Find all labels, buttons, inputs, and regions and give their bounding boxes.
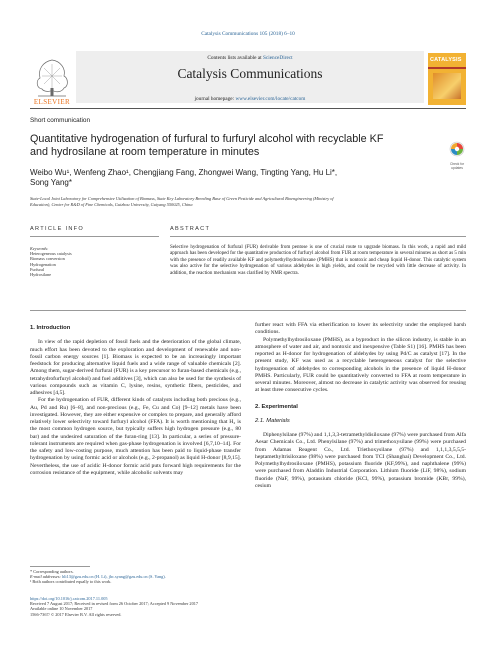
email-links[interactable]: hli13@gzu.edu.cn (H. Li), jhc.syang@gzu.edu.cn (S. Yang). bbox=[62, 574, 166, 580]
title-line-2: and hydrosilane at room temperature in minutes bbox=[30, 146, 260, 158]
journal-title: Catalysis Communications bbox=[177, 66, 323, 81]
intro-paragraph-3: Polymethylhydrosiloxane (PMHS), as a byproduct in the silicon industry, is stable in an atmosphere of water and air, and nontoxic and inexpensive (Table S1) [16]. PMHS has been reported as H-donor for hydrogenation of aldehydes by using Pd/C as catalyst [17]. In the present study, KF was used as a recyclable heterogeneous catalyst for the selective hydrogenation of aldehydes to corresponding alcohols in the presence of liquid H-donor PMHS. Particularly, FUR could be quantitatively converted to FFA at room temperature in several minutes. Moreover, almost no decrease in catalytic activity was observed for reusing at least three consecutive cycles. bbox=[255, 336, 466, 394]
footnotes bbox=[30, 569, 270, 585]
article-type: Short communication bbox=[30, 117, 91, 124]
abstract-rule bbox=[170, 236, 466, 237]
materials-heading: 2.1. Materials bbox=[255, 417, 290, 424]
publisher-name: ELSEVIER bbox=[33, 98, 71, 106]
email-label: E-mail addresses: bbox=[30, 574, 63, 580]
left-column bbox=[30, 325, 241, 477]
keyword-item: Hydrogenation bbox=[30, 261, 56, 267]
masthead-rule bbox=[30, 108, 466, 109]
cover-art bbox=[433, 73, 461, 99]
doi-link[interactable]: https://doi.org/10.1016/j.catcom.2017.11.005 bbox=[30, 596, 108, 601]
affiliation-line-1: State-Local Joint Laboratory for Comprehensive Utilization of Biomass, State Key Laboratory Breeding Base of Green Pesticide and Agricultural Bioengineering (Ministry of bbox=[30, 196, 334, 201]
article-info-rule bbox=[30, 236, 159, 237]
crossmark-icon bbox=[445, 141, 469, 157]
keyword-item: Biomass conversion bbox=[30, 256, 65, 262]
keyword-item: Hydrosilane bbox=[30, 272, 52, 278]
title-line-1: Quantitative hydrogenation of furfural to furfuryl alcohol with recyclable KF bbox=[30, 133, 384, 145]
authors-line-2: Song Yang* bbox=[30, 178, 72, 188]
journal-cover-thumbnail bbox=[428, 53, 466, 105]
article-metadata bbox=[30, 596, 466, 617]
article-info-heading: ARTICLE INFO bbox=[30, 226, 85, 232]
crossmark-badge[interactable] bbox=[445, 141, 469, 170]
affiliation-line-2: Education), Center for R&D of Fine Chemicals, Guizhou University, Guiyang 550025, China bbox=[30, 201, 193, 207]
abstract-heading: ABSTRACT bbox=[170, 226, 211, 232]
online-date: Available online 10 November 2017 bbox=[30, 606, 93, 612]
intro-paragraph-2: For the hydrogenation of FUR, different kinds of catalysts including both precious (e.g., Au, Pd and Ru) [6–8], and non-precious (e.g., Fe, Cu and Co) [9–12] metals have been investigated. However, they are either expensive or complex to prepare, and generally afford relatively lower selectivity toward furfuryl alcohol (FFA). It is worth mentioning that H₂ is the most common hydrogen source, but typically suffers high hydrogen pressure (e.g., 80 bar) and the undesired saturation of the furan-ring [13]. In particular, a series of pressure-tolerant instruments are required when gas-phase hydrogenation is involved [6,7,10–14]. For the safety and low-costing purpose, much attention has been paid to liquid-phase transfer hydrogenation by using formic acid or alcohols (e.g., 2-propanol) as liquid H-donor [8,9,15]. Nevertheless, the use of acidic H-donor formic acid puts forward high requirements for the corrosion resistance of the equipment, while alcoholic solvents may bbox=[30, 397, 241, 476]
abstract-text: Selective hydrogenation of furfural (FUR) derivable from pentose is one of crucial route to upgrade biomass. In this work, a rapid and mild approach has been developed for the quantitative production of furfuryl alcohol from FUR at room temperature in several minutes as short as 5 min with the presence of readily available KF and polymethylhydrosiloxane (PMHS) that is nontoxic and cheap liquid H-donor. This catalytic system was also active for the selective hydrogenation of various aldehydes in high yields, and could be recycled with little decrease of activity. In addition, the reaction mechanism was clarified by NMR spectra. bbox=[170, 245, 466, 276]
keyword-item: Furfural bbox=[30, 266, 45, 272]
cover-band bbox=[428, 67, 466, 69]
affiliation bbox=[30, 196, 470, 207]
intro-paragraph-1: In view of the rapid depletion of fossil fuels and the deterioration of the global climate, much effort has been devoted to the exploration and development of renewable and non-fossil carbon energy sources [1]. Biomass is expected to be an increasingly important feedstock for producing alternative liquid fuels and a wide range of valuable chemicals [2]. Among them, sugar-derived furfural (FUR) is a key precursor to furan-based chemicals (e.g., tetrahydrofurfuryl alcohol) and fuel additives [3], which can also be used for the synthesis of various compounds such as vitamin C, lysine, resins, synthetic fibers, pesticides, and adhesives [4,5]. bbox=[30, 339, 241, 396]
keywords-block bbox=[30, 246, 155, 277]
authors-line-1: Weibo Wu¹, Wenfeng Zhao¹, Chengjiang Fang, Zhongwei Wang, Tingting Yang, Hu Li*, bbox=[30, 168, 338, 177]
homepage-link[interactable]: www.elsevier.com/locate/catcom bbox=[235, 96, 306, 102]
footnote-corresponding: * Corresponding authors. bbox=[30, 569, 74, 574]
received-dates: Received 7 August 2017; Received in revised form 26 October 2017; Accepted 9 November 2017 bbox=[30, 601, 199, 607]
experimental-heading: 2. Experimental bbox=[255, 403, 298, 410]
journal-reference[interactable]: Catalysis Communications 105 (2018) 6–10 bbox=[201, 31, 295, 37]
article-title bbox=[30, 133, 442, 159]
footnote-equal-contribution: ¹ Both authors contributed equally to this work. bbox=[30, 579, 112, 585]
intro-heading: 1. Introduction bbox=[30, 325, 71, 331]
homepage-line bbox=[76, 96, 424, 102]
keywords-label: Keywords: bbox=[30, 246, 49, 251]
issn-copyright: 1566-7367/ © 2017 Elsevier B.V. All rights reserved. bbox=[30, 611, 122, 617]
intro-continuation: further react with FFA via etherification to lower its selectivity under the employed harsh conditions. bbox=[255, 322, 466, 336]
abstract-bottom-rule bbox=[30, 310, 466, 311]
materials-paragraph: Diphenylsilane (97%) and 1,1,3,3-tetramethyldisiloxane (97%) were purchased from Alfa Aesar Chemicals Co., Ltd. Phenylsilane (97%) and trimethoxysilane (99%) were purchased from Adamas Reagent Co., Ltd. Triethoxysilane (97%) and 1,1,1,3,5,5,5-heptamethyltrisiloxane (98%) were purchased from TCI (Shanghai) Development Co., Ltd. Polymethylhydrosiloxane (PMHS), potassium fluoride (KF,99%), and naphthalene (99%) were purchased from Aladdin Industrial Corporation. Lithium fluoride (LiF, 98%), sodium fluoride (NaF, 99%), potassium chloride (KCl, 99%), potassium bromide (KBr, 99%), cesium bbox=[255, 432, 466, 489]
right-column bbox=[255, 322, 466, 490]
elsevier-logo bbox=[30, 54, 74, 106]
author-list bbox=[30, 168, 460, 188]
keyword-item: Heterogeneous catalysis bbox=[30, 251, 72, 257]
contents-line bbox=[76, 55, 424, 61]
footnote-rule bbox=[30, 566, 90, 567]
cover-title: CATALYSIS bbox=[430, 57, 462, 63]
crossmark-label: Check for updates bbox=[449, 162, 465, 170]
sciencedirect-link[interactable]: ScienceDirect bbox=[262, 55, 293, 61]
homepage-prefix: journal homepage: bbox=[194, 96, 236, 102]
contents-prefix: Contents lists available at bbox=[207, 55, 263, 61]
